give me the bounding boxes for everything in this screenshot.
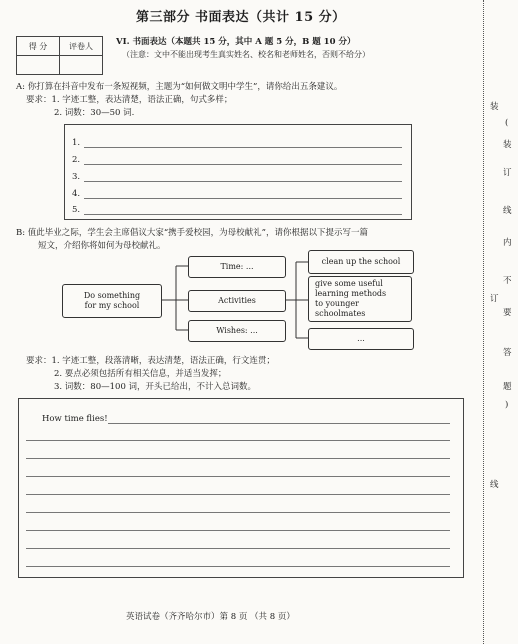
mind-map-activity-1: clean up the school bbox=[308, 250, 414, 274]
part-a-item-4: 4. bbox=[72, 189, 81, 199]
writing-line[interactable] bbox=[26, 494, 450, 495]
writing-line[interactable] bbox=[26, 476, 450, 477]
part-b-req2: 2. 要点必须包括所有相关信息，并适当发挥； bbox=[54, 369, 227, 379]
part-a-req1: 要求：1. 字迹工整，表达清楚，语法正确，句式多样； bbox=[26, 95, 233, 105]
part-b-prompt-2: 短文，介绍你将如何为母校献礼。 bbox=[38, 241, 166, 251]
binding-label-top: 装 bbox=[490, 102, 499, 112]
part-a-item-3: 3. bbox=[72, 172, 81, 182]
writing-line[interactable] bbox=[26, 440, 450, 441]
part-a-item-5: 5. bbox=[72, 205, 81, 215]
binding-line bbox=[483, 0, 484, 644]
writing-line[interactable] bbox=[26, 458, 450, 459]
part-b-answer-box bbox=[18, 398, 464, 578]
writing-line[interactable] bbox=[26, 548, 450, 549]
mind-map-activities: Activities bbox=[188, 290, 286, 312]
binding-paren-char-9: ) bbox=[505, 400, 509, 410]
binding-label-mid: 订 bbox=[490, 294, 499, 304]
binding-paren-char-4: 内 bbox=[503, 238, 512, 248]
binding-paren-char-2: 订 bbox=[503, 168, 512, 178]
binding-paren-char-3: 线 bbox=[503, 206, 512, 216]
page-title: 第三部分 书面表达（共计 15 分） bbox=[136, 10, 346, 25]
part-a-req2: 2. 词数：30—50 词. bbox=[54, 108, 135, 118]
score-header: 得 分 bbox=[17, 37, 60, 56]
section-heading: VI. 书面表达（本题共 15 分，其中 A 题 5 分，B 题 10 分） bbox=[116, 37, 356, 47]
section-note: （注意：文中不能出现考生真实姓名、校名和老师姓名，否则不给分） bbox=[122, 50, 370, 59]
mind-map-time: Time: ... bbox=[188, 256, 286, 278]
part-a-item-1: 1. bbox=[72, 138, 81, 148]
page-footer: 英语试卷（齐齐哈尔市）第 8 页 （共 8 页） bbox=[126, 612, 295, 622]
part-b-prompt-1: B: 值此毕业之际，学生会主席倡议大家“携手爱校园，为母校献礼”，请你根据以下提示写一篇 bbox=[16, 228, 369, 238]
part-b-req3: 3. 词数：80—100 词，开头已给出，不计入总词数。 bbox=[54, 382, 257, 392]
mind-map-root: Do something for my school bbox=[62, 284, 162, 318]
binding-paren-char-0: ( bbox=[505, 118, 509, 128]
part-b-start-text: How time flies! bbox=[42, 414, 108, 424]
grader-header: 评卷人 bbox=[60, 37, 103, 56]
binding-paren-char-5: 不 bbox=[503, 276, 512, 286]
binding-paren-char-7: 答 bbox=[503, 348, 512, 358]
mind-map-activity-2: give some useful learning methods to younger schoolmates bbox=[308, 276, 412, 322]
part-a-prompt: A: 你打算在抖音中发布一条短视频，主题为“如何做文明中学生”，请你给出五条建议。 bbox=[16, 82, 343, 92]
writing-line[interactable] bbox=[26, 566, 450, 567]
part-a-item-2: 2. bbox=[72, 155, 81, 165]
mind-map-wishes: Wishes: ... bbox=[188, 320, 286, 342]
writing-line[interactable] bbox=[26, 530, 450, 531]
binding-label-bottom: 线 bbox=[490, 480, 499, 490]
part-b-req1: 要求：1. 字迹工整，段落清晰，表达清楚，语法正确，行文连贯； bbox=[26, 356, 275, 366]
binding-paren-char-1: 装 bbox=[503, 140, 512, 150]
binding-paren-char-8: 题 bbox=[503, 382, 512, 392]
binding-paren-char-6: 要 bbox=[503, 308, 512, 318]
mind-map-activity-3: ... bbox=[308, 328, 414, 350]
writing-line[interactable] bbox=[108, 423, 450, 424]
writing-line[interactable] bbox=[26, 512, 450, 513]
